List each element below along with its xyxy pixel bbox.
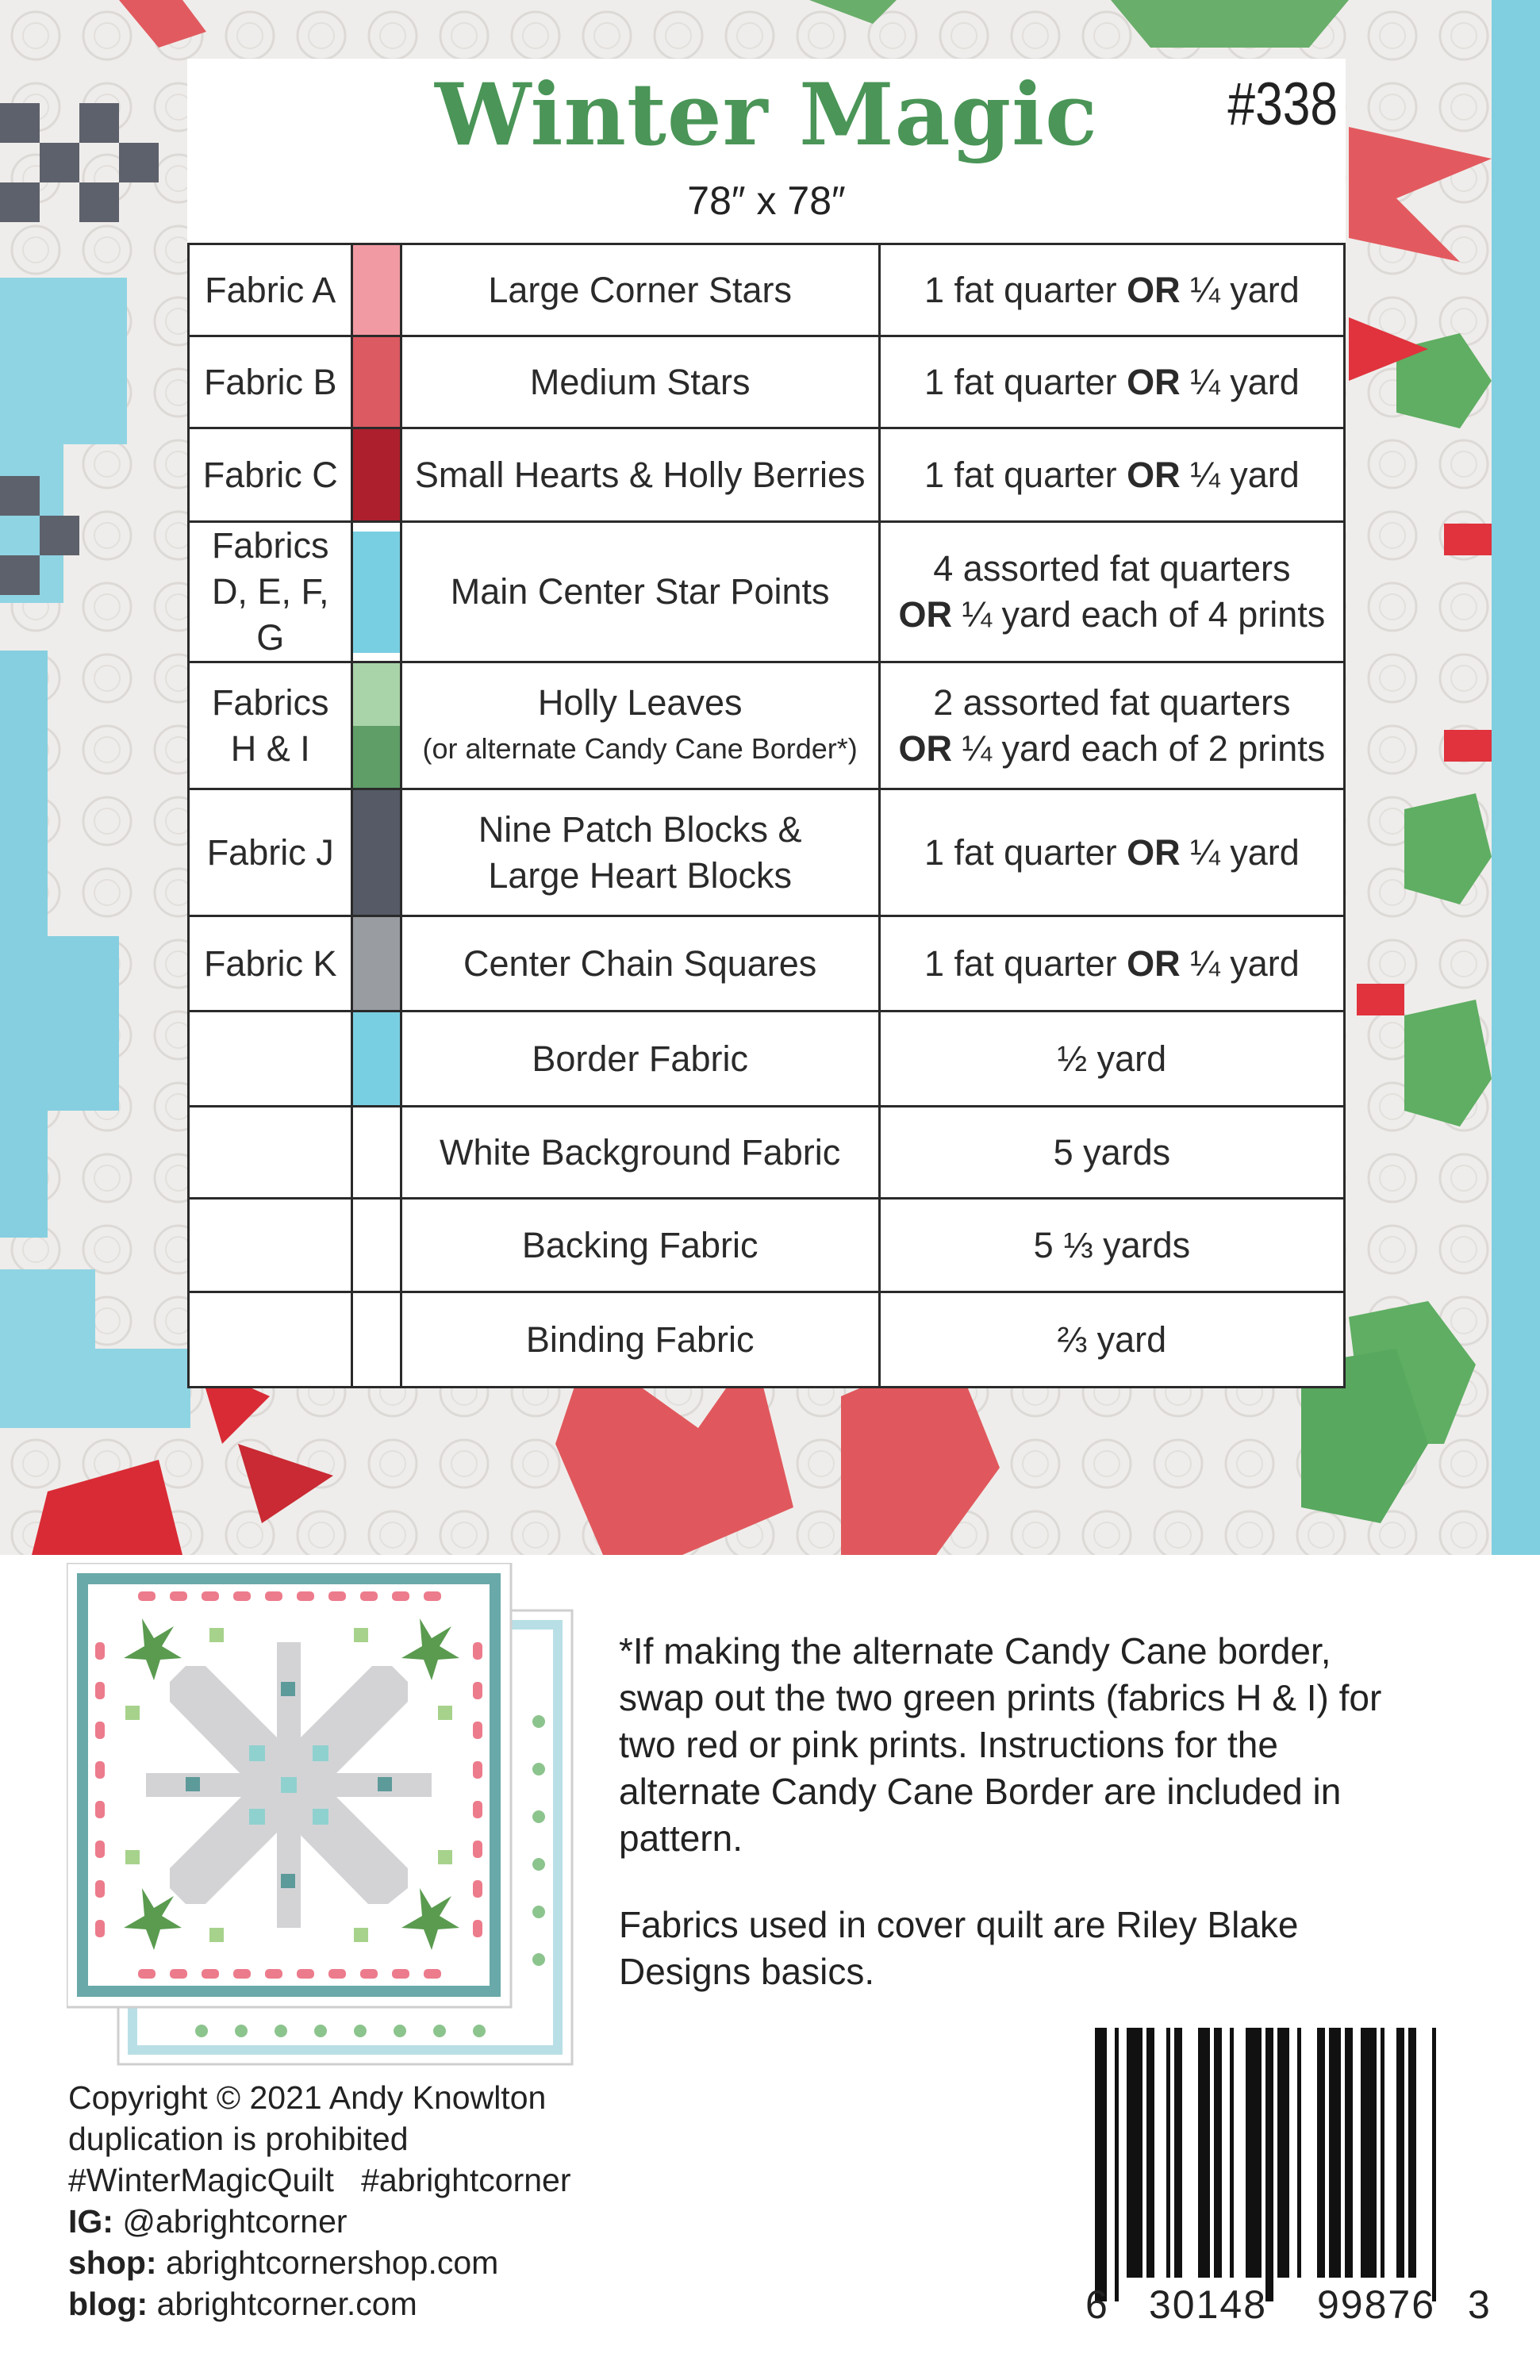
fabric-swatch [352, 522, 401, 662]
table-row [189, 1012, 1345, 1107]
fabric-label: Fabrics D, E, F, G [189, 522, 352, 662]
fabric-swatch [352, 336, 401, 428]
fabric-use-text: Center Chain Squares [463, 942, 817, 984]
amount-text: 1 fat quarter [924, 831, 1127, 873]
fabric-use-text: Nine Patch Blocks & Large Heart Blocks [478, 808, 802, 896]
barcode-bar [1408, 2028, 1416, 2278]
instagram-label: IG: [68, 2203, 113, 2240]
fabric-label: Fabric K [189, 916, 352, 1012]
fabric-use-text: Medium Stars [529, 361, 751, 402]
fabric-amount [879, 916, 1344, 1012]
fabric-use [401, 789, 879, 916]
or-keyword: OR [898, 727, 952, 769]
fabric-use [401, 522, 879, 662]
amount-text: ¼ yard [1180, 269, 1300, 310]
pattern-title: Winter Magic [435, 65, 1098, 165]
barcode [1079, 2028, 1492, 2313]
amount-text: ¼ yard each of 4 prints [952, 594, 1326, 635]
table-row [189, 789, 1345, 916]
barcode-check-digit: 3 [1468, 2282, 1490, 2327]
fabric-amount: 5 ⅓ yards [879, 1199, 1344, 1292]
or-keyword: OR [1127, 269, 1181, 310]
barcode-bar [1361, 2028, 1377, 2278]
or-keyword: OR [1127, 361, 1181, 402]
amount-line-1: 4 assorted fat quarters [933, 548, 1291, 589]
fabric-swatch [352, 1107, 401, 1199]
fabric-amount [879, 336, 1344, 428]
amount-line-2 [881, 592, 1343, 638]
amount-text: ¼ yard [1180, 831, 1300, 873]
barcode-bar [1214, 2028, 1222, 2278]
barcode-bar [1277, 2028, 1289, 2278]
shop-label: shop: [68, 2244, 157, 2281]
amount-line-1: 2 assorted fat quarters [933, 681, 1291, 723]
fabric-label: Fabric C [189, 428, 352, 522]
instagram-handle[interactable]: @abrightcorner [122, 2203, 348, 2240]
header-card [187, 59, 1346, 243]
fabric-swatch [352, 1292, 401, 1388]
fabric-label [189, 1107, 352, 1199]
fabric-amount: ⅔ yard [879, 1292, 1344, 1388]
amount-text: 1 fat quarter [924, 454, 1127, 495]
barcode-bar [1146, 2028, 1154, 2278]
instagram-line [68, 2201, 570, 2242]
fabric-amount [879, 662, 1344, 789]
fabric-swatch [352, 428, 401, 522]
barcode-bar [1115, 2028, 1119, 2301]
pattern-number: #338 [1227, 71, 1338, 138]
blog-link[interactable]: abrightcorner.com [156, 2286, 417, 2322]
amount-text: ¼ yard [1180, 361, 1300, 402]
fabric-label: Fabric B [189, 336, 352, 428]
cover-quilt-thumbnail [67, 1563, 511, 2007]
fabric-requirements-table [187, 243, 1346, 1388]
barcode-bar [1127, 2028, 1143, 2278]
fabric-use [401, 1107, 879, 1199]
amount-text: ¼ yard [1180, 454, 1300, 495]
fabric-label: Fabric J [189, 789, 352, 916]
fabric-use-text: Backing Fabric [521, 1224, 758, 1265]
fabric-use [401, 428, 879, 522]
barcode-bar [1230, 2028, 1234, 2278]
fabric-amount [879, 428, 1344, 522]
barcode-bar [1396, 2028, 1404, 2278]
barcode-bar [1166, 2028, 1170, 2278]
fabric-swatch [352, 1199, 401, 1292]
table-row [189, 662, 1345, 789]
amount-text: 1 fat quarter [924, 942, 1127, 984]
fabric-label [189, 1199, 352, 1292]
fabric-label [189, 1292, 352, 1388]
amount-text: 1 fat quarter [924, 361, 1127, 402]
fabric-amount: 5 yards [879, 1107, 1344, 1199]
hashtags-line: #WinterMagicQuilt #abrightcorner [68, 2162, 571, 2198]
fabric-use-note: (or alternate Candy Cane Border*) [422, 731, 858, 765]
shop-link[interactable]: abrightcornershop.com [166, 2244, 499, 2281]
amount-line-2 [881, 726, 1343, 772]
copyright-line: Copyright © 2021 Andy Knowlton [68, 2079, 547, 2116]
table-row [189, 336, 1345, 428]
blog-label: blog: [68, 2286, 148, 2322]
barcode-bar [1381, 2028, 1384, 2278]
barcode-bar [1174, 2028, 1182, 2278]
blog-line [68, 2283, 570, 2324]
fabric-amount [879, 244, 1344, 336]
fabric-label [189, 1012, 352, 1107]
or-keyword: OR [898, 594, 952, 635]
barcode-bar [1329, 2028, 1341, 2278]
barcode-bar [1265, 2028, 1273, 2301]
barcode-bar [1297, 2028, 1301, 2278]
fabric-label: Fabric A [189, 244, 352, 336]
fabric-label: Fabrics H & I [189, 662, 352, 789]
candy-cane-note: *If making the alternate Candy Cane border, swap out the two green prints (fabrics H & I) for two red or pink prints. Instructions for the alternate Candy Cane Border are included in pattern. [619, 1630, 1382, 1859]
fabric-use [401, 1292, 879, 1388]
barcode-group-1: 30148 [1149, 2282, 1268, 2327]
barcode-bar [1095, 2028, 1107, 2301]
barcode-group-2: 99876 [1317, 2282, 1436, 2327]
duplication-line: duplication is prohibited [68, 2121, 409, 2157]
amount-text: 1 fat quarter [924, 269, 1127, 310]
fabric-use-text: White Background Fabric [440, 1131, 841, 1173]
fabric-use [401, 336, 879, 428]
fabric-use-text: Binding Fabric [525, 1319, 755, 1360]
table-row [189, 916, 1345, 1012]
barcode-bar [1345, 2028, 1353, 2278]
or-keyword: OR [1127, 831, 1181, 873]
fabric-amount: ½ yard [879, 1012, 1344, 1107]
table-row [189, 1199, 1345, 1292]
fabric-swatch [352, 789, 401, 916]
fabric-swatch [352, 244, 401, 336]
fabric-use-text: Main Center Star Points [450, 571, 830, 612]
table-row [189, 1107, 1345, 1199]
credits [68, 2077, 570, 2324]
pattern-description [619, 1628, 1412, 2035]
or-keyword: OR [1127, 942, 1181, 984]
barcode-bar [1246, 2028, 1262, 2278]
fabric-amount [879, 789, 1344, 916]
fabrics-used-note: Fabrics used in cover quilt are Riley Blake Designs basics. [619, 1904, 1299, 1992]
fabric-use [401, 1199, 879, 1292]
amount-text: ¼ yard each of 2 prints [952, 727, 1326, 769]
barcode-bar [1198, 2028, 1210, 2278]
fabric-swatch [352, 662, 401, 789]
table-row [189, 428, 1345, 522]
table-row [189, 1292, 1345, 1388]
quilt-size: 78″ x 78″ [687, 178, 846, 223]
barcode-bar [1432, 2028, 1436, 2301]
or-keyword: OR [1127, 454, 1181, 495]
fabric-use-text: Small Hearts & Holly Berries [414, 454, 866, 495]
fabric-amount [879, 522, 1344, 662]
fabric-use [401, 244, 879, 336]
fabric-use-text: Border Fabric [532, 1038, 748, 1079]
fabric-use [401, 916, 879, 1012]
fabric-use [401, 662, 879, 789]
barcode-bar [1317, 2028, 1325, 2278]
table-row [189, 244, 1345, 336]
fabric-use-text: Holly Leaves [537, 681, 743, 723]
fabric-use [401, 1012, 879, 1107]
quilt-thumbnails [67, 1563, 574, 2071]
barcode-lead-digit: 6 [1085, 2282, 1108, 2327]
table-row [189, 522, 1345, 662]
shop-line [68, 2242, 570, 2283]
amount-text: ¼ yard [1180, 942, 1300, 984]
fabric-swatch [352, 916, 401, 1012]
fabric-use-text: Large Corner Stars [488, 269, 792, 310]
fabric-swatch [352, 1012, 401, 1107]
